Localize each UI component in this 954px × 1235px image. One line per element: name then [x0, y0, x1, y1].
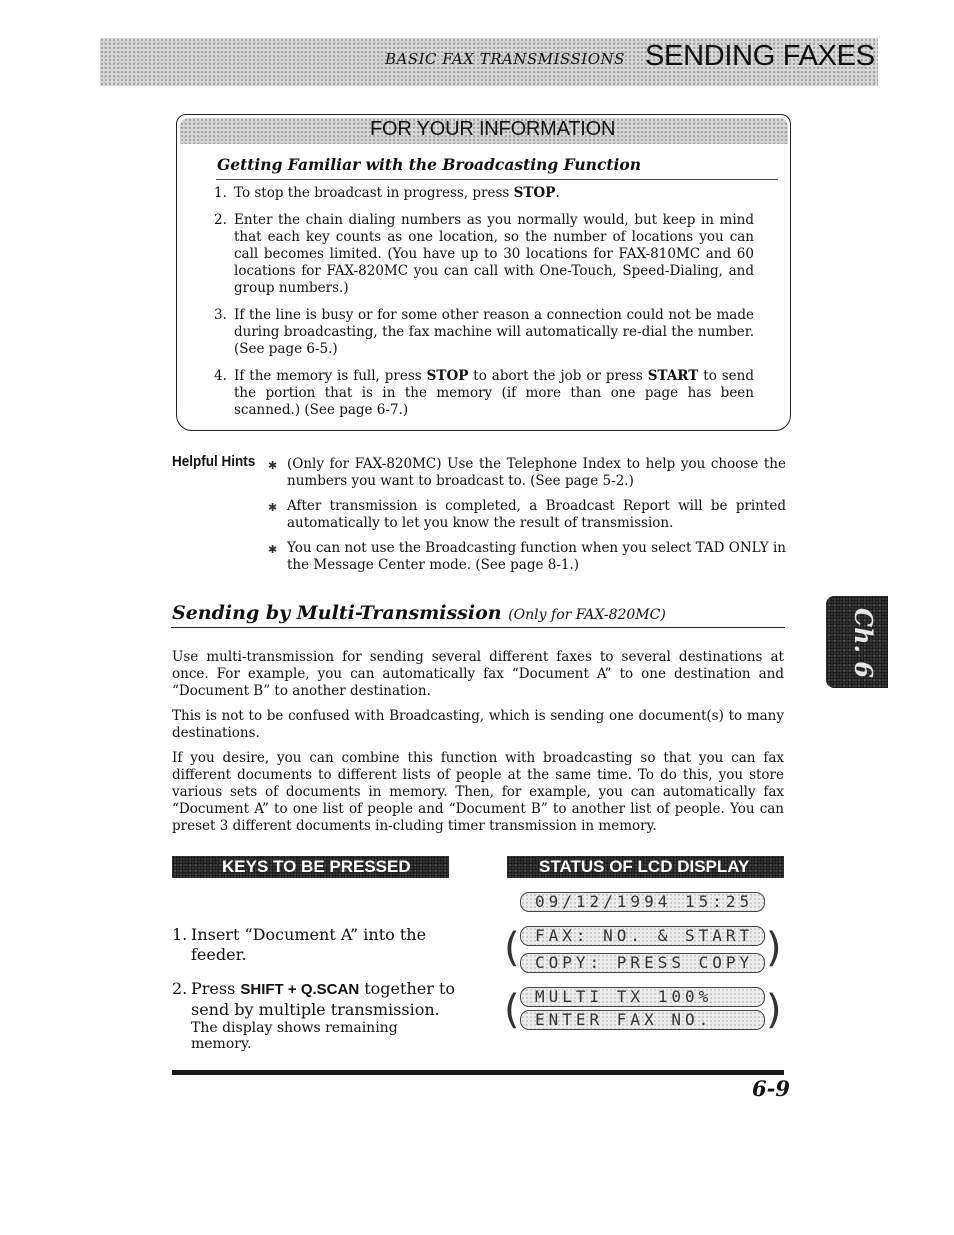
- keys-header-bar: [172, 856, 449, 878]
- info-box-heading: Getting Familiar with the Broadcasting Function: [217, 155, 642, 174]
- item-text-part: to send the portion that is in the memory (if more than one page has been scanned.) (See page 6-7.): [234, 368, 755, 418]
- hint-item: [268, 456, 786, 490]
- step-item: [172, 979, 462, 1052]
- section-heading: [172, 602, 666, 624]
- key-name: STOP: [513, 185, 556, 201]
- hint-text: After transmission is completed, a Broadcast Report will be printed automatically to let you know the result of transmission.: [287, 498, 786, 531]
- alternating-bracket: ): [766, 925, 782, 971]
- steps-list: [172, 925, 462, 1066]
- hint-text: You can not use the Broadcasting function when you select TAD ONLY in the Message Center mode. (See page 8-1.): [287, 540, 786, 573]
- section-body: [172, 649, 784, 843]
- alternating-bracket: (: [504, 987, 520, 1033]
- lcd-enter-fax-no: ENTER FAX NO.: [520, 1010, 765, 1030]
- key-name: STOP: [426, 368, 469, 384]
- helpful-hints-label: Helpful Hints: [172, 453, 256, 470]
- hint-text: (Only for FAX-820MC) Use the Telephone Index to help you choose the numbers you want to broadcast to. (See page 5-2.): [287, 456, 786, 489]
- item-number: 4.: [214, 368, 227, 384]
- step-text: Press: [191, 979, 241, 998]
- alternating-bracket: ): [766, 987, 782, 1033]
- asterisk-icon: ✱: [268, 459, 278, 472]
- status-header: STATUS OF LCD DISPLAY: [539, 857, 750, 876]
- status-header-bar: [507, 856, 784, 878]
- hint-item: [268, 540, 786, 574]
- chapter-tab-label: Ch. 6: [849, 608, 878, 678]
- step-number: 1.: [172, 925, 188, 944]
- lcd-date-display: 09/12/1994 15:25: [520, 892, 765, 912]
- asterisk-icon: ✱: [268, 501, 278, 514]
- list-item: [214, 212, 754, 297]
- footer-rule: [172, 1070, 784, 1075]
- step-text: Insert “Document A” into the feeder.: [191, 925, 427, 964]
- item-text-part: to abort the job or press: [468, 368, 648, 384]
- item-text: [234, 185, 754, 202]
- step-number: 2.: [172, 979, 188, 998]
- item-text: If the line is busy or for some other reason a connection could not be made during broadcasting, the fax machine will automatically re-dial the number. (See page 6-5.): [234, 307, 754, 357]
- divider: [216, 179, 778, 180]
- paragraph: This is not to be confused with Broadcasting, which is sending one document(s) to many destinations.: [172, 708, 784, 741]
- key-name: START: [647, 368, 699, 384]
- info-list: [214, 185, 754, 429]
- asterisk-icon: ✱: [268, 543, 278, 556]
- item-number: 3.: [214, 307, 227, 323]
- item-text-part: To stop the broadcast in progress, press: [234, 185, 514, 201]
- item-text: Enter the chain dialing numbers as you normally would, but keep in mind that each key counts as one location, so the number of locations you can call becomes limited. (You have up to 30 locations for FAX-810MC and 60 locations for FAX-820MC you can call with One-Touch, Speed-Dialing, and group numbers.): [234, 212, 754, 296]
- item-number: 1.: [214, 185, 227, 201]
- step-note: The display shows remaining memory.: [191, 1020, 398, 1052]
- paragraph: Use multi-transmission for sending several different faxes to several destinations at once. For example, you can automatically fax “Document A” to one destination and “Document B” to another destination.: [172, 649, 784, 699]
- lcd-copy-press-copy: COPY: PRESS COPY: [520, 953, 765, 973]
- hints-list: [268, 456, 786, 582]
- step-body: [191, 979, 462, 1052]
- section-heading-text: Sending by Multi-Transmission: [172, 602, 502, 624]
- hint-item: [268, 498, 786, 532]
- item-text-part: .: [555, 185, 560, 201]
- list-item: [214, 185, 754, 202]
- step-text: together to send by multiple transmission.: [191, 979, 456, 1019]
- alternating-bracket: (: [504, 925, 520, 971]
- keys-header: KEYS TO BE PRESSED: [222, 857, 411, 876]
- header-subtitle: BASIC FAX TRANSMISSIONS: [385, 50, 625, 68]
- lcd-multi-tx: MULTI TX 100%: [520, 987, 765, 1007]
- section-heading-note: (Only for FAX-820MC): [508, 607, 666, 623]
- info-box-title: FOR YOUR INFORMATION: [370, 118, 616, 140]
- page-number: 6-9: [752, 1076, 790, 1101]
- item-text-part: If the memory is full, press: [234, 368, 427, 384]
- step-item: [172, 925, 462, 965]
- key-combination: SHIFT + Q.SCAN: [240, 981, 360, 998]
- lcd-fax-no-start: FAX: NO. & START: [520, 926, 765, 946]
- item-text: [234, 368, 754, 419]
- paragraph: If you desire, you can combine this function with broadcasting so that you can fax different documents to different lists of people at the same time. To do this, you store various sets of documents in memory. Then, for example, you can automatically fax “Document A” to one list of people and “Document B” to another list of people. You can preset 3 different documents in-cluding timer transmission in memory.: [172, 750, 784, 834]
- page-title: SENDING FAXES: [645, 40, 875, 72]
- list-item: [214, 368, 754, 419]
- divider: [171, 627, 785, 628]
- list-item: [214, 307, 754, 358]
- item-number: 2.: [214, 212, 227, 228]
